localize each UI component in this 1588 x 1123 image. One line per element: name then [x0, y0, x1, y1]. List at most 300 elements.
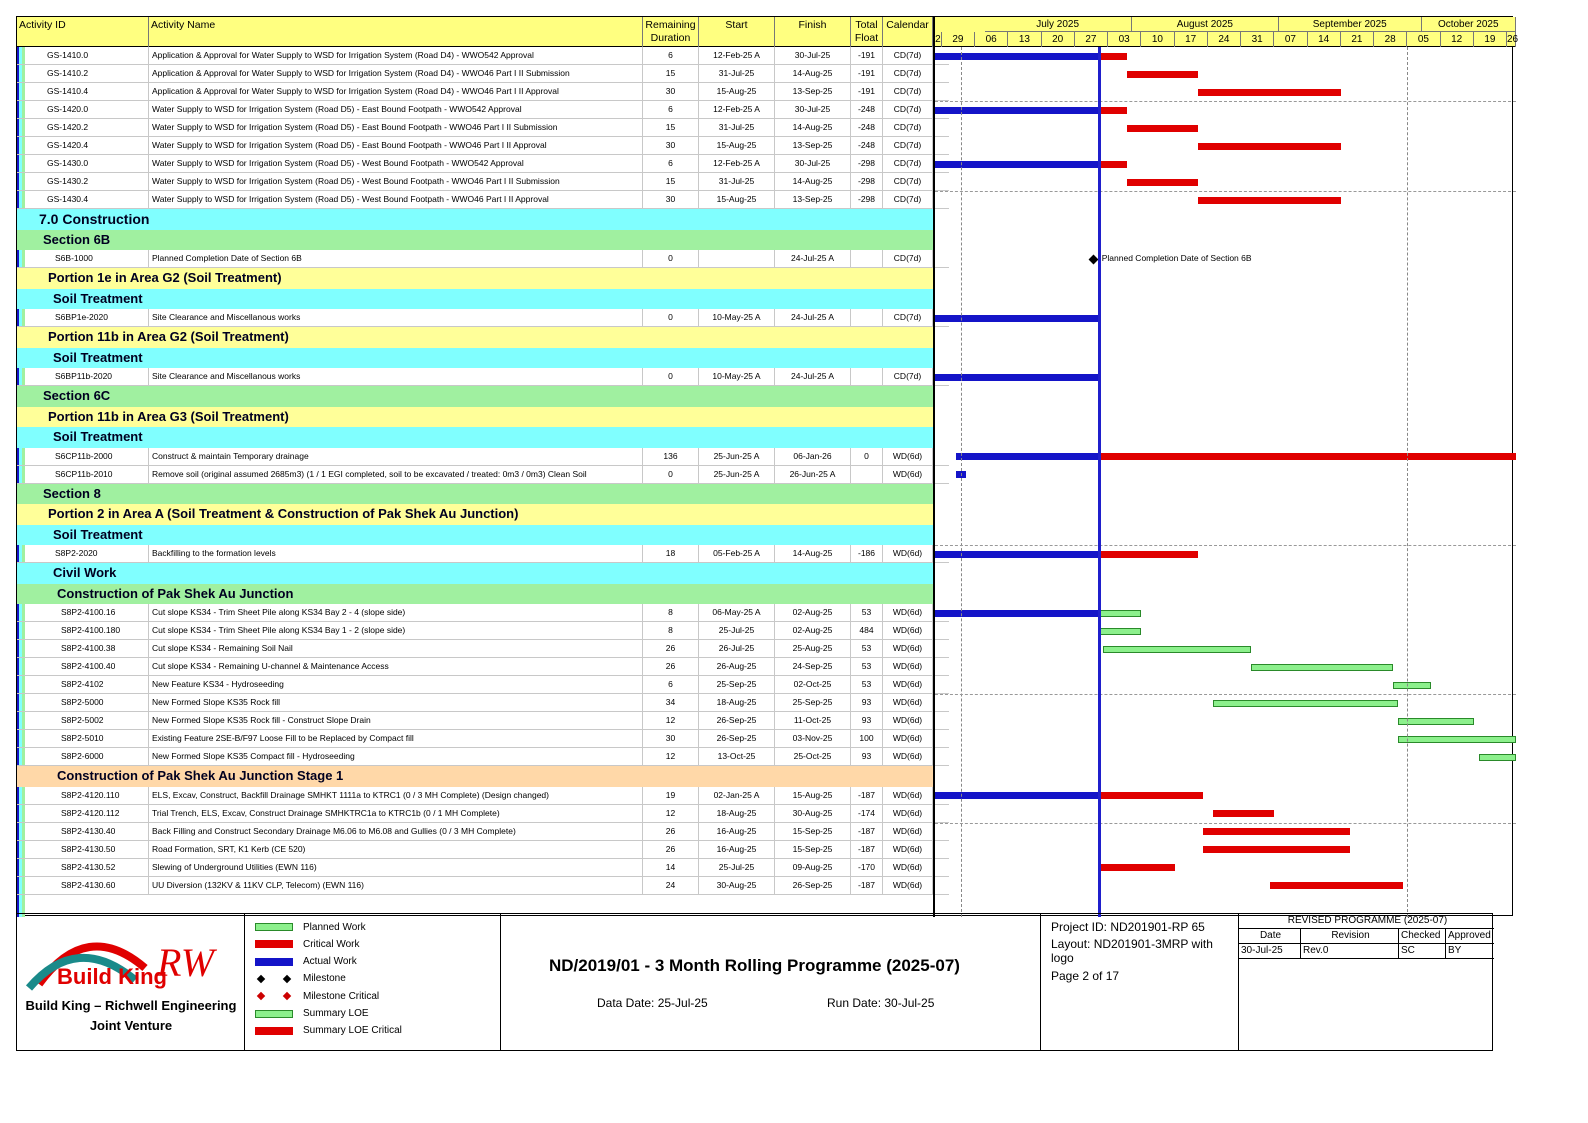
- finish-date-cell: 03-Nov-25: [775, 730, 851, 747]
- gantt-group-band: [935, 584, 1516, 605]
- finish-date-cell: 30-Jul-25: [775, 47, 851, 64]
- total-float-cell: -187: [851, 841, 883, 858]
- group-header[interactable]: Section 8: [17, 484, 933, 505]
- gridline-horizontal: [935, 823, 1516, 824]
- activity-id-cell: GS-1410.2: [17, 65, 149, 82]
- timeline-week: 13: [1008, 32, 1041, 47]
- activity-id-cell: S8P2-4120.110: [17, 787, 149, 804]
- remaining-duration-cell: 18: [643, 545, 699, 562]
- activity-name-cell: Trial Trench, ELS, Excav, Construct Drainage SMHKTRC1a to KTRC1b (0 / 1 MH Complete): [149, 805, 643, 822]
- legend-item: [255, 1024, 402, 1038]
- gantt-group-band: [935, 563, 1516, 584]
- remaining-duration-cell: 6: [643, 101, 699, 118]
- activity-id-cell: S8P2-4120.112: [17, 805, 149, 822]
- gridline-vertical: [961, 47, 962, 917]
- calendar-cell: WD(6d): [883, 466, 933, 483]
- legend-box: [245, 914, 501, 1050]
- critical-work-bar[interactable]: [1198, 197, 1341, 204]
- remaining-duration-cell: 30: [643, 730, 699, 747]
- remaining-duration-cell: 0: [643, 309, 699, 326]
- activity-name-cell: Backfilling to the formation levels: [149, 545, 643, 562]
- start-date-cell: 18-Aug-25: [699, 805, 775, 822]
- start-date-cell: 12-Feb-25 A: [699, 101, 775, 118]
- start-date-cell: 16-Aug-25: [699, 823, 775, 840]
- activity-id-cell: GS-1430.4: [17, 191, 149, 208]
- activity-row[interactable]: [17, 823, 949, 841]
- activity-name-cell: Application & Approval for Water Supply to WSD for Irrigation System (Road D4) - WWO46 Part I II Submission: [149, 65, 643, 82]
- start-date-cell: 26-Sep-25: [699, 712, 775, 729]
- calendar-cell: WD(6d): [883, 545, 933, 562]
- planned-work-bar[interactable]: [1479, 754, 1517, 761]
- activity-name-cell: New Feature KS34 - Hydroseeding: [149, 676, 643, 693]
- calendar-cell: CD(7d): [883, 309, 933, 326]
- start-date-cell: [699, 250, 775, 267]
- remaining-duration-cell: 15: [643, 119, 699, 136]
- timeline-month: July 2025: [985, 17, 1132, 32]
- activity-id-cell: GS-1410.4: [17, 83, 149, 100]
- gantt-group-band: [935, 327, 1516, 348]
- remaining-duration-cell: 30: [643, 137, 699, 154]
- legend-label: Planned Work: [303, 921, 366, 933]
- timeline-week: 29: [942, 32, 975, 47]
- activity-name-cell: UU Diversion (132KV & 11KV CLP, Telecom) (EWN 116): [149, 877, 643, 894]
- activity-id-cell: S8P2-5002: [17, 712, 149, 729]
- start-date-cell: 05-Feb-25 A: [699, 545, 775, 562]
- legend-label: Summary LOE Critical: [303, 1025, 402, 1037]
- activity-row[interactable]: [17, 730, 949, 748]
- finish-date-cell: 24-Sep-25: [775, 658, 851, 675]
- activity-name-cell: Cut slope KS34 - Remaining U-channel & Maintenance Access: [149, 658, 643, 675]
- legend-swatch: [255, 958, 293, 966]
- start-date-cell: 16-Aug-25: [699, 841, 775, 858]
- remaining-duration-cell: 26: [643, 823, 699, 840]
- gridline-horizontal: [935, 101, 1516, 102]
- activity-id-cell: S8P2-4130.40: [17, 823, 149, 840]
- total-float-cell: -191: [851, 65, 883, 82]
- start-date-cell: 25-Jun-25 A: [699, 448, 775, 465]
- remaining-duration-cell: 8: [643, 604, 699, 621]
- activity-row[interactable]: [17, 119, 949, 137]
- group-header[interactable]: Portion 11b in Area G3 (Soil Treatment): [17, 407, 933, 428]
- activity-row[interactable]: [17, 640, 949, 658]
- activity-row[interactable]: [17, 191, 949, 209]
- calendar-cell: WD(6d): [883, 787, 933, 804]
- activity-row[interactable]: [17, 545, 949, 563]
- calendar-cell: WD(6d): [883, 823, 933, 840]
- start-date-cell: 31-Jul-25: [699, 65, 775, 82]
- activity-name-cell: Water Supply to WSD for Irrigation System (Road D5) - East Bound Footpath - WWO542 Approval: [149, 101, 643, 118]
- timeline-week: 17: [1175, 32, 1208, 47]
- total-float-cell: -186: [851, 545, 883, 562]
- calendar-cell: CD(7d): [883, 47, 933, 64]
- activity-id-cell: S8P2-4100.40: [17, 658, 149, 675]
- gridline-horizontal: [935, 545, 1516, 546]
- total-float-cell: -191: [851, 83, 883, 100]
- start-date-cell: 25-Jun-25 A: [699, 466, 775, 483]
- finish-date-cell: 13-Sep-25: [775, 137, 851, 154]
- activity-row[interactable]: [17, 155, 949, 173]
- gantt-group-band: [935, 386, 1516, 407]
- remaining-duration-cell: 34: [643, 694, 699, 711]
- actual-work-bar[interactable]: [956, 453, 1099, 460]
- finish-date-cell: 02-Aug-25: [775, 622, 851, 639]
- milestone-label: Planned Completion Date of Section 6B: [1101, 253, 1252, 263]
- col-remaining-duration[interactable]: Remaining Duration: [643, 17, 699, 47]
- remaining-duration-cell: 0: [643, 250, 699, 267]
- actual-work-bar[interactable]: [935, 161, 1099, 168]
- calendar-cell: WD(6d): [883, 448, 933, 465]
- timeline-week: 12: [1441, 32, 1474, 47]
- finish-date-cell: 14-Aug-25: [775, 545, 851, 562]
- timeline-month: October 2025: [1422, 17, 1517, 32]
- planned-work-bar[interactable]: [1398, 736, 1516, 743]
- finish-date-cell: 30-Jul-25: [775, 155, 851, 172]
- total-float-cell: 100: [851, 730, 883, 747]
- group-header[interactable]: Soil Treatment: [17, 427, 933, 448]
- gantt-group-band: [935, 525, 1516, 546]
- activity-row[interactable]: [17, 877, 949, 895]
- gantt-group-band: [935, 766, 1516, 787]
- total-float-cell: 93: [851, 712, 883, 729]
- logo-rw: RW: [157, 940, 215, 985]
- start-date-cell: 31-Jul-25: [699, 119, 775, 136]
- total-float-cell: 53: [851, 640, 883, 657]
- group-header[interactable]: Soil Treatment: [17, 289, 933, 310]
- total-float-cell: -248: [851, 137, 883, 154]
- gantt-group-band: [935, 407, 1516, 428]
- actual-work-bar[interactable]: [935, 610, 1099, 617]
- schedule-sheet: [16, 16, 1519, 916]
- activity-id-cell: GS-1410.0: [17, 47, 149, 64]
- critical-work-bar[interactable]: [1203, 846, 1350, 853]
- activity-row[interactable]: [17, 448, 949, 466]
- total-float-cell: 93: [851, 694, 883, 711]
- timeline-month: August 2025: [1132, 17, 1279, 32]
- activity-row[interactable]: [17, 466, 949, 484]
- planned-work-bar[interactable]: [1398, 718, 1474, 725]
- start-date-cell: 26-Sep-25: [699, 730, 775, 747]
- remaining-duration-cell: 12: [643, 748, 699, 765]
- calendar-cell: CD(7d): [883, 101, 933, 118]
- company-logo: [17, 918, 245, 998]
- total-float-cell: 53: [851, 658, 883, 675]
- start-date-cell: 25-Jul-25: [699, 622, 775, 639]
- activity-id-cell: S8P2-5010: [17, 730, 149, 747]
- activity-row[interactable]: [17, 309, 949, 327]
- planned-work-bar[interactable]: [1103, 646, 1250, 653]
- start-date-cell: 12-Feb-25 A: [699, 155, 775, 172]
- rev-approved: BY: [1446, 944, 1494, 959]
- timeline-week: 07: [1274, 32, 1307, 47]
- timeline-week: 26: [1507, 34, 1519, 45]
- critical-work-bar[interactable]: [1270, 882, 1403, 889]
- planned-work-bar[interactable]: [1393, 682, 1431, 689]
- critical-work-bar[interactable]: [1099, 453, 1517, 460]
- legend-milestone-icon: [255, 976, 293, 982]
- finish-date-cell: 25-Sep-25: [775, 694, 851, 711]
- legend-label: Milestone Critical: [303, 990, 380, 1002]
- remaining-duration-cell: 26: [643, 640, 699, 657]
- planned-work-bar[interactable]: [1099, 610, 1142, 617]
- activity-row[interactable]: [17, 658, 949, 676]
- timeline-week: 03: [1108, 32, 1141, 47]
- timeline-week: 24: [1208, 32, 1241, 47]
- activity-row[interactable]: [17, 83, 949, 101]
- project-info-box: [1041, 914, 1239, 1050]
- activity-id-cell: S8P2-4100.16: [17, 604, 149, 621]
- activity-row[interactable]: [17, 47, 949, 65]
- critical-work-bar[interactable]: [1099, 551, 1199, 558]
- critical-work-bar[interactable]: [1213, 810, 1275, 817]
- timeline-week: 19: [1474, 32, 1507, 47]
- activity-id-cell: S8P2-6000: [17, 748, 149, 765]
- col-start[interactable]: Start: [699, 17, 775, 47]
- rev-header-revision: Revision: [1301, 929, 1399, 944]
- activity-name-cell: New Formed Slope KS35 Rock fill: [149, 694, 643, 711]
- activity-name-cell: Water Supply to WSD for Irrigation System (Road D5) - East Bound Footpath - WWO46 Part I II Submission: [149, 119, 643, 136]
- group-header[interactable]: Portion 2 in Area A (Soil Treatment & Construction of Pak Shek Au Junction): [17, 504, 933, 525]
- group-header[interactable]: Section 6C: [17, 386, 933, 407]
- group-header[interactable]: Civil Work: [17, 563, 933, 584]
- calendar-cell: CD(7d): [883, 83, 933, 100]
- activity-id-cell: S8P2-4130.60: [17, 877, 149, 894]
- logo-wordmark: Build King: [57, 964, 167, 989]
- table-header: [17, 17, 933, 47]
- start-date-cell: 25-Jul-25: [699, 859, 775, 876]
- remaining-duration-cell: 30: [643, 191, 699, 208]
- timeline-week: 06: [975, 32, 1008, 47]
- critical-work-bar[interactable]: [1099, 107, 1128, 114]
- activity-name-cell: Application & Approval for Water Supply to WSD for Irrigation System (Road D4) - WWO542 Approval: [149, 47, 643, 64]
- critical-work-bar[interactable]: [1099, 864, 1175, 871]
- col-total-float[interactable]: Total Float: [851, 17, 883, 47]
- critical-work-bar[interactable]: [1099, 792, 1204, 799]
- rev-header-checked: Checked: [1399, 929, 1446, 944]
- legend-item: [255, 955, 357, 969]
- activity-row[interactable]: [17, 694, 949, 712]
- activity-row[interactable]: [17, 841, 949, 859]
- critical-work-bar[interactable]: [1127, 125, 1198, 132]
- activity-row[interactable]: [17, 859, 949, 877]
- group-header[interactable]: Soil Treatment: [17, 525, 933, 546]
- legend-swatch: [255, 1010, 293, 1018]
- finish-date-cell: 24-Jul-25 A: [775, 250, 851, 267]
- remaining-duration-cell: 136: [643, 448, 699, 465]
- activity-name-cell: ELS, Excav, Construct, Backfill Drainage SMHKT 1111a to KTRC1 (0 / 3 MH Complete) (Design changed): [149, 787, 643, 804]
- group-header[interactable]: Soil Treatment: [17, 348, 933, 369]
- critical-work-bar[interactable]: [1099, 53, 1128, 60]
- start-date-cell: 15-Aug-25: [699, 137, 775, 154]
- total-float-cell: -187: [851, 823, 883, 840]
- group-header[interactable]: Portion 1e in Area G2 (Soil Treatment): [17, 268, 933, 289]
- calendar-cell: WD(6d): [883, 712, 933, 729]
- gridline-horizontal: [935, 694, 1516, 695]
- total-float-cell: -187: [851, 877, 883, 894]
- finish-date-cell: 13-Sep-25: [775, 83, 851, 100]
- group-header[interactable]: Construction of Pak Shek Au Junction Stage 1: [17, 766, 933, 787]
- activity-id-cell: S6BP1e-2020: [17, 309, 149, 326]
- activity-id-cell: S6CP11b-2000: [17, 448, 149, 465]
- critical-work-bar[interactable]: [1127, 71, 1198, 78]
- total-float-cell: 53: [851, 676, 883, 693]
- calendar-cell: WD(6d): [883, 859, 933, 876]
- timeline-week: 14: [1308, 32, 1341, 47]
- rev-date: 30-Jul-25: [1239, 944, 1301, 959]
- total-float-cell: -170: [851, 859, 883, 876]
- finish-date-cell: 15-Sep-25: [775, 841, 851, 858]
- revision-title: REVISED PROGRAMME (2025-07): [1239, 914, 1494, 929]
- planned-work-bar[interactable]: [1099, 628, 1142, 635]
- activity-name-cell: Cut slope KS34 - Remaining Soil Nail: [149, 640, 643, 657]
- remaining-duration-cell: 30: [643, 83, 699, 100]
- timeline-week: 27: [1075, 32, 1108, 47]
- calendar-cell: WD(6d): [883, 877, 933, 894]
- planned-work-bar[interactable]: [1213, 700, 1398, 707]
- start-date-cell: 02-Jan-25 A: [699, 787, 775, 804]
- group-header[interactable]: Portion 11b in Area G2 (Soil Treatment): [17, 327, 933, 348]
- finish-date-cell: 11-Oct-25: [775, 712, 851, 729]
- activity-name-cell: Construct & maintain Temporary drainage: [149, 448, 643, 465]
- company-name-line1: Build King – Richwell Engineering: [25, 998, 237, 1013]
- actual-work-bar[interactable]: [935, 53, 1099, 60]
- actual-work-bar[interactable]: [935, 551, 1099, 558]
- timeline-week: 28: [1374, 32, 1407, 47]
- legend-item: [255, 989, 379, 1003]
- calendar-cell: CD(7d): [883, 191, 933, 208]
- col-finish[interactable]: Finish: [775, 17, 851, 47]
- calendar-cell: CD(7d): [883, 368, 933, 385]
- run-date: Run Date: 30-Jul-25: [827, 996, 935, 1010]
- activity-row[interactable]: [17, 65, 949, 83]
- total-float-cell: -298: [851, 155, 883, 172]
- activity-row[interactable]: [17, 787, 949, 805]
- finish-date-cell: 09-Aug-25: [775, 859, 851, 876]
- finish-date-cell: 13-Sep-25: [775, 191, 851, 208]
- group-header[interactable]: Construction of Pak Shek Au Junction: [17, 584, 933, 605]
- activity-row[interactable]: [17, 748, 949, 766]
- activity-id-cell: S6B-1000: [17, 250, 149, 267]
- title-box: [501, 914, 1041, 1050]
- finish-date-cell: 15-Sep-25: [775, 823, 851, 840]
- revision-table: [1239, 914, 1494, 1050]
- start-date-cell: 06-May-25 A: [699, 604, 775, 621]
- gantt-group-band: [935, 289, 1516, 310]
- calendar-cell: WD(6d): [883, 748, 933, 765]
- actual-work-bar[interactable]: [935, 792, 1099, 799]
- group-header[interactable]: 7.0 Construction: [17, 209, 933, 230]
- total-float-cell: [851, 250, 883, 267]
- timeline-week: 05: [1407, 32, 1440, 47]
- rev-checked: SC: [1399, 944, 1446, 959]
- start-date-cell: 31-Jul-25: [699, 173, 775, 190]
- rev-revision: Rev.0: [1301, 944, 1399, 959]
- legend-swatch: [255, 923, 293, 931]
- timeline-month: September 2025: [1279, 17, 1422, 32]
- critical-work-bar[interactable]: [1203, 828, 1350, 835]
- remaining-duration-cell: 0: [643, 466, 699, 483]
- activity-row[interactable]: [17, 604, 949, 622]
- activity-row[interactable]: [17, 250, 949, 268]
- critical-work-bar[interactable]: [1127, 179, 1198, 186]
- activity-row[interactable]: [17, 712, 949, 730]
- calendar-cell: WD(6d): [883, 805, 933, 822]
- calendar-cell: CD(7d): [883, 250, 933, 267]
- finish-date-cell: 24-Jul-25 A: [775, 368, 851, 385]
- total-float-cell: -191: [851, 47, 883, 64]
- total-float-cell: 93: [851, 748, 883, 765]
- activity-name-cell: Planned Completion Date of Section 6B: [149, 250, 643, 267]
- legend-item: [255, 920, 366, 934]
- calendar-cell: WD(6d): [883, 604, 933, 621]
- data-date: Data Date: 25-Jul-25: [597, 996, 708, 1010]
- activity-row[interactable]: [17, 101, 949, 119]
- legend-item: [255, 937, 359, 951]
- total-float-cell: [851, 466, 883, 483]
- actual-work-bar[interactable]: [935, 107, 1099, 114]
- gantt-group-band: [935, 348, 1516, 369]
- total-float-cell: -298: [851, 173, 883, 190]
- activity-name-cell: Water Supply to WSD for Irrigation System (Road D5) - West Bound Footpath - WWO542 Approval: [149, 155, 643, 172]
- col-calendar[interactable]: Calendar: [883, 17, 933, 47]
- activity-row[interactable]: [17, 137, 949, 155]
- activity-row[interactable]: [17, 173, 949, 191]
- company-name-line2: Joint Venture: [89, 1018, 173, 1033]
- critical-work-bar[interactable]: [1099, 161, 1128, 168]
- total-float-cell: -298: [851, 191, 883, 208]
- group-header[interactable]: Section 6B: [17, 230, 933, 251]
- calendar-cell: WD(6d): [883, 640, 933, 657]
- critical-work-bar[interactable]: [1198, 143, 1341, 150]
- activity-name-cell: Cut slope KS34 - Trim Sheet Pile along KS34 Bay 1 - 2 (slope side): [149, 622, 643, 639]
- remaining-duration-cell: 8: [643, 622, 699, 639]
- activity-name-cell: Site Clearance and Miscellanous works: [149, 309, 643, 326]
- timeline-week: 20: [1042, 32, 1075, 47]
- start-date-cell: 15-Aug-25: [699, 83, 775, 100]
- logo-box: [17, 914, 245, 1050]
- actual-work-bar[interactable]: [935, 315, 1099, 322]
- finish-date-cell: 06-Jan-26: [775, 448, 851, 465]
- activity-row[interactable]: [17, 622, 949, 640]
- legend-label: Summary LOE: [303, 1008, 369, 1019]
- col-activity-id[interactable]: Activity ID: [17, 17, 149, 47]
- calendar-cell: CD(7d): [883, 137, 933, 154]
- total-float-cell: -187: [851, 787, 883, 804]
- start-date-cell: 25-Sep-25: [699, 676, 775, 693]
- timeline-weeks: [935, 32, 1519, 47]
- legend-item: [255, 972, 346, 986]
- activity-id-cell: S8P2-4130.52: [17, 859, 149, 876]
- calendar-cell: WD(6d): [883, 694, 933, 711]
- critical-work-bar[interactable]: [1198, 89, 1341, 96]
- activity-row[interactable]: [17, 368, 949, 386]
- activity-id-cell: S8P2-4100.180: [17, 622, 149, 639]
- remaining-duration-cell: 15: [643, 173, 699, 190]
- finish-date-cell: 02-Oct-25: [775, 676, 851, 693]
- activity-row[interactable]: [17, 676, 949, 694]
- remaining-duration-cell: 6: [643, 155, 699, 172]
- actual-work-bar[interactable]: [935, 374, 1099, 381]
- timeline-months: [935, 17, 1516, 32]
- activity-name-cell: Slewing of Underground Utilities (EWN 116): [149, 859, 643, 876]
- planned-work-bar[interactable]: [1251, 664, 1394, 671]
- activity-id-cell: GS-1420.4: [17, 137, 149, 154]
- activity-row[interactable]: [17, 805, 949, 823]
- calendar-cell: CD(7d): [883, 65, 933, 82]
- remaining-duration-cell: 19: [643, 787, 699, 804]
- col-activity-name[interactable]: Activity Name: [149, 17, 643, 47]
- activity-id-cell: S6BP11b-2020: [17, 368, 149, 385]
- activity-id-cell: S8P2-2020: [17, 545, 149, 562]
